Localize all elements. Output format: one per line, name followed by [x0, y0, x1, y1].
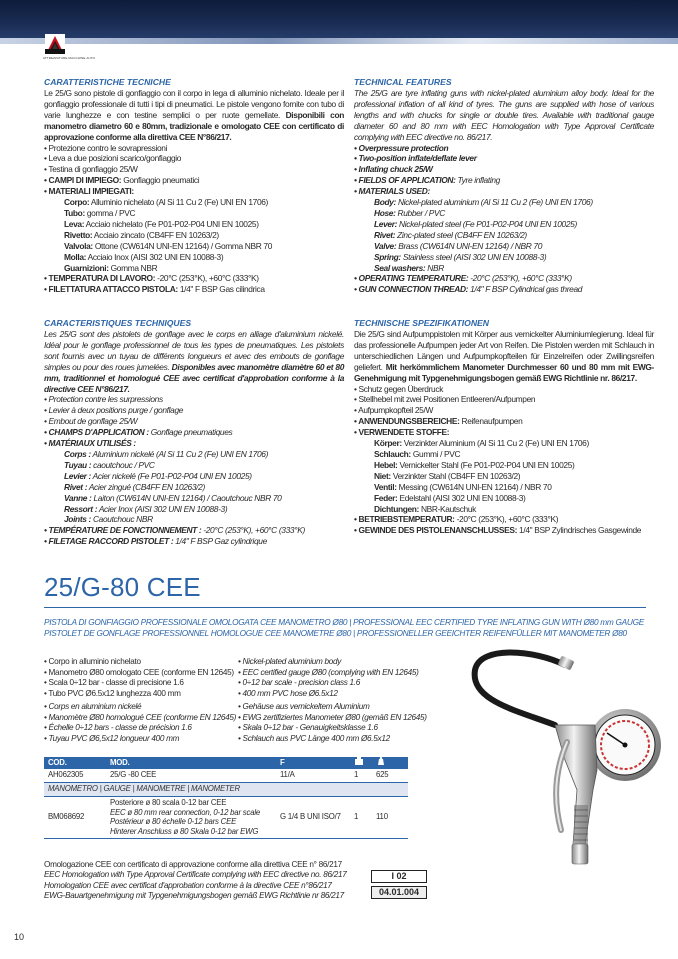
bullet: • FIELDS OF APPLICATION: Tyre inflating [354, 175, 500, 186]
bullet: • Testina di gonfiaggio 25/W [44, 164, 138, 175]
section-german [354, 318, 654, 536]
intro-text: Les 25/G sont des pistolets de gonflage avec le corps en alliage d'aluminium nickelé. Idéal pour le gonflage professionnel de tous les types de pneumatiques. Les pistolets sont fournis avec un tuyau de différents longueurs et avec des embouts de gonflage simples ou pour des roues jumelées. Disponibles avec manomètre diamètre 60 et 80 mm, traditionnel et homologué CEE avec certificat d'approbation conforme à la directive CEE N°86/217. [44, 329, 345, 394]
material-row: Spring: Stainless steel (AISI 302 UNI EN 10088-3) [374, 251, 547, 262]
bullet: • Embout de gonflage 25/W [44, 416, 138, 427]
material-row: Tuyau : caoutchouc / PVC [64, 459, 155, 470]
material-row: Valvola: Ottone (CW614N UNI-EN 12164) / Gomma NBR 70 [64, 240, 273, 251]
bullet: • VERWENDETE STOFFE: [354, 427, 450, 438]
bullet: • Stellhebel mit zwei Positionen Entleeren/Aufpumpen [354, 394, 536, 405]
material-row: Schlauch: Gummi / PVC [374, 448, 461, 459]
bullet: • BETRIEBSTEMPERATUR: -20°C (253°K), +60°C (333°K) [354, 514, 559, 525]
material-row: Ventil: Messing (CW614N UNI-EN 12164) / NBR 70 [374, 481, 552, 492]
section-italian [44, 77, 344, 295]
features-right: • Nickel-plated aluminium body • EEC certified gauge Ø80 (complying with EN 12645) • 0÷12 bar scale - precision class 1.6 • 400 mm PVC hose Ø6.5x12 • Gehäuse aus vernickeltem Aluminium • EWG zertifiziertes Manometer Ø80 (gemäß EN 12645) • Skala 0÷12 bar - Genauigkeitsklasse 1.6 • Schlauch aus PVC Länge 400 mm Ø6.5x12 [238, 657, 427, 743]
bullet: • GEWINDE DES PISTOLENANSCHLUSSES: 1/4" BSP Zylindrisches Gasgewinde [354, 525, 642, 536]
material-row: Guarnizioni: Gomma NBR [64, 262, 158, 273]
bullet: • GUN CONNECTION THREAD: 1/4" F BSP Cylindrical gas thread [354, 284, 583, 295]
features-left: • Corpo in alluminio nichelato • Manometro Ø80 omologato CEE (conforme EN 12645) • Scala 0÷12 bar - classe di precisione 1.6 • Tubo PVC Ø6.5x12 lunghezza 400 mm • Corps en aluminium nickelé • Manomètre Ø80 homologué CEE (conforme EN 12645) • Échelle 0÷12 bars - classe de précision 1.6 • Tuyau PVC Ø6,5x12 longueur 400 mm [44, 657, 237, 743]
bullet: • Schutz gegen Überdruck [354, 383, 444, 394]
material-row: Lever: Nickel-plated steel (Fe P01-P02-P04 UNI EN 10025) [374, 218, 577, 229]
material-row: Vanne : Laiton (CW614N UNI-EN 12164) / Caoutchouc NBR 70 [64, 492, 282, 503]
section-title: CARACTERISTIQUES TECHNIQUES [44, 318, 192, 328]
brand-logo [45, 34, 65, 54]
table-header: COD. MOD. F [44, 757, 408, 769]
intro-text: Die 25/G sind Aufpumppistolen mit Körper aus vernickelter Aluminiumlegierung. Ideal für das professionelle Aufpumpen jeder Art von Reifen. Die Pistolen werden mit Schlauch in unterschiedlichen Längen und Aufpumpkopfteilen für Einzelreifen oder Zwillingsreifen geliefert. Mit herkömmlichem Manometer Durchmesser 60 und 80 mm mit EWG-Genehmigung mit Typgenehmigungsbogen gemäß EWG Richtlinie nr. 86/217. [354, 329, 654, 383]
bullet: • MATERIALS USED: [354, 186, 430, 197]
material-row: Dichtungen: NBR-Kautschuk [374, 503, 477, 514]
page-number: 10 [14, 932, 25, 942]
section-title: CARATTERISTICHE TECNICHE [44, 77, 171, 87]
top-band [0, 0, 678, 44]
material-row: Niet: Verzinkter Stahl (CB4FF EN 10263/2) [374, 470, 521, 481]
product-table [44, 757, 408, 839]
material-row: Valve: Brass (CW614N UNI-EN 12164) / NBR 70 [374, 240, 543, 251]
bullet: • Protection contre les surpressions [44, 394, 163, 405]
title-divider [44, 607, 646, 608]
table-row: BM068692 Posteriore ø 80 scala 0-12 bar CEE EEC ø 80 mm rear connection, 0-12 bar scale Postérieur ø 80 échelle 0-12 bars CEE Hinterer Anschluss ø 80 Skala 0-12 bar EWG G 1/4 B UNI ISO/7 1 110 [44, 796, 408, 838]
weight-icon [372, 757, 408, 769]
material-row: Seal washers: NBR [374, 262, 444, 273]
material-row: Körper: Verzinkter Aluminium (Al Si 11 Cu 2 (Fe) UNI EN 1706) [374, 438, 589, 449]
intro-text: Le 25/G sono pistole di gonfiaggio con il corpo in lega di alluminio nichelato. Ideale per il gonfiaggio professionale di tutti i tipi di pneumatici. Le pistole vengono fornite con tubo di varie lunghezze e con testine semplici o per ruote gemellate. Disponibili con manometro diametro 60 e 80mm, tradizionale e omologato CEE con certificato di approvazione conforme alla direttiva CEE N°86/217. [44, 88, 344, 142]
catalog-date-box: 04.01.004 [371, 886, 427, 899]
bullet: • ANWENDUNGSBEREICHE: Reifenaufpumpen [354, 416, 523, 427]
intro-text: The 25/G are tyre inflating guns with nickel-plated aluminium alloy body. Ideal for the professional inflation of all kind of tyres. The guns are supplied with hose of various lengths and with chucks for single or double tires. Available with traditional gauge diameter 60 and 80 mm with EEC Homologation with Type Approval Certificate complying with EEC directive no. 86/217. [354, 88, 654, 142]
material-row: Rivet: Zinc-plated steel (CB4FF EN 10263/2) [374, 229, 527, 240]
product-image [455, 630, 670, 880]
material-row: Corpo: Alluminio nichelato (Al Si 11 Cu 2 (Fe) UNI EN 1706) [64, 197, 268, 208]
homologation-note: Omologazione CEE con certificato di approvazione conforme alla direttiva CEE n° 86/217 EEC Homologation with Type Approval Certificate complying with EEC directive no. 86/217 Homologation CEE avec certificat d'approbation conforme à la directive CEE n°86/217 EWG-Bauartgenehmigung mit Typgenehmigungsbogen gemäß EWG Richtlinie nr 86/217 [44, 860, 347, 900]
section-title: TECHNICAL FEATURES [354, 77, 452, 87]
table-row: AH062305 25/G -80 CEE 11/A 1 625 [44, 769, 408, 782]
material-row: Feder: Edelstahl (AISI 302 UNI EN 10088-3) [374, 492, 526, 503]
material-row: Levier : Acier nickelé (Fe P01-P02-P04 UNI EN 10025) [64, 470, 252, 481]
bullet: • FILETTATURA ATTACCO PISTOLA: 1/4" F BSP Gas cilindrica [44, 284, 265, 295]
bullet: • CAMPI DI IMPIEGO: Gonfiaggio pneumatici [44, 175, 200, 186]
material-row: Rivet : Acier zingué (CB4FF EN 10263/2) [64, 481, 205, 492]
bullet: • Aufpumpkopfteil 25/W [354, 405, 434, 416]
quantity-icon [350, 757, 372, 769]
material-row: Molla: Acciaio Inox (AISI 302 UNI EN 10088-3) [64, 251, 224, 262]
bullet: • Two-position inflate/deflate lever [354, 153, 477, 164]
bullet: • CHAMPS D'APPLICATION : Gonflage pneumatiques [44, 427, 233, 438]
product-subtitle: PISTOLA DI GONFIAGGIO PROFESSIONALE OMOLOGATA CEE MANOMETRO Ø80 | PROFESSIONAL EEC CERTIFIED TYRE INFLATING GUN WITH Ø80 mm GAUGE PISTOLET DE GONFLAGE PROFESSIONNEL HOMOLOGUE CEE MANOMETRE Ø80 | PROFESSIONELLER GEEICHTER REIFENFÜLLER MIT MANOMETER Ø80 [44, 617, 644, 638]
bullet: • TEMPÉRATURE DE FONCTIONNEMENT : -20°C (253°K), +60°C (333°K) [44, 525, 305, 536]
bullet: • Protezione contro le sovrapressioni [44, 142, 168, 153]
material-row: Corps : Aluminium nickelé (Al Si 11 Cu 2 (Fe) UNI EN 1706) [64, 448, 269, 459]
material-row: Tubo: gomma / PVC [64, 207, 136, 218]
section-english [354, 77, 654, 295]
product-title: 25/G-80 CEE [44, 572, 201, 602]
bullet: • FILETAGE RACCORD PISTOLET : 1/4" F BSP Gaz cylindrique [44, 536, 267, 547]
bullet: • Overpressure protection [354, 142, 449, 153]
bullet: • MATÉRIAUX UTILISÉS : [44, 438, 136, 449]
material-row: Rivetto: Acciaio zincato (CB4FF EN 10263/2) [64, 229, 219, 240]
section-french [44, 318, 344, 547]
logo-caption: ATTREZZATURE·MACCHINE·AUTO [43, 56, 96, 60]
section-title: TECHNISCHE SPEZIFIKATIONEN [354, 318, 489, 328]
material-row: Hose: Rubber / PVC [374, 207, 445, 218]
bullet: • Levier à deux positions purge / gonflage [44, 405, 184, 416]
bullet: • Leva a due posizioni scarico/gonfiaggio [44, 153, 182, 164]
material-row: Joints : Caoutchouc NBR [64, 514, 153, 525]
material-row: Body: Nickel-plated aluminium (Al Si 11 Cu 2 (Fe) UNI EN 1706) [374, 197, 593, 208]
material-row: Ressort : Acier Inox (AISI 302 UNI EN 10088-3) [64, 503, 228, 514]
bullet: • MATERIALI IMPIEGATI: [44, 186, 134, 197]
catalog-code-box: I 02 [371, 870, 427, 883]
bullet: • TEMPERATURA DI LAVORO: -20°C (253°K), +60°C (333°K) [44, 273, 259, 284]
material-row: Hebel: Vernickelter Stahl (Fe P01-P02-P04 UNI EN 10025) [374, 459, 575, 470]
bullet: • OPERATING TEMPERATURE: -20°C (253°K), +60°C (333°K) [354, 273, 572, 284]
bullet: • Inflating chuck 25/W [354, 164, 433, 175]
material-row: Leva: Acciaio nichelato (Fe P01-P02-P04 UNI EN 10025) [64, 218, 259, 229]
table-group-row: MANOMETRO | GAUGE | MANOMETRE | MANOMETER [44, 782, 408, 796]
